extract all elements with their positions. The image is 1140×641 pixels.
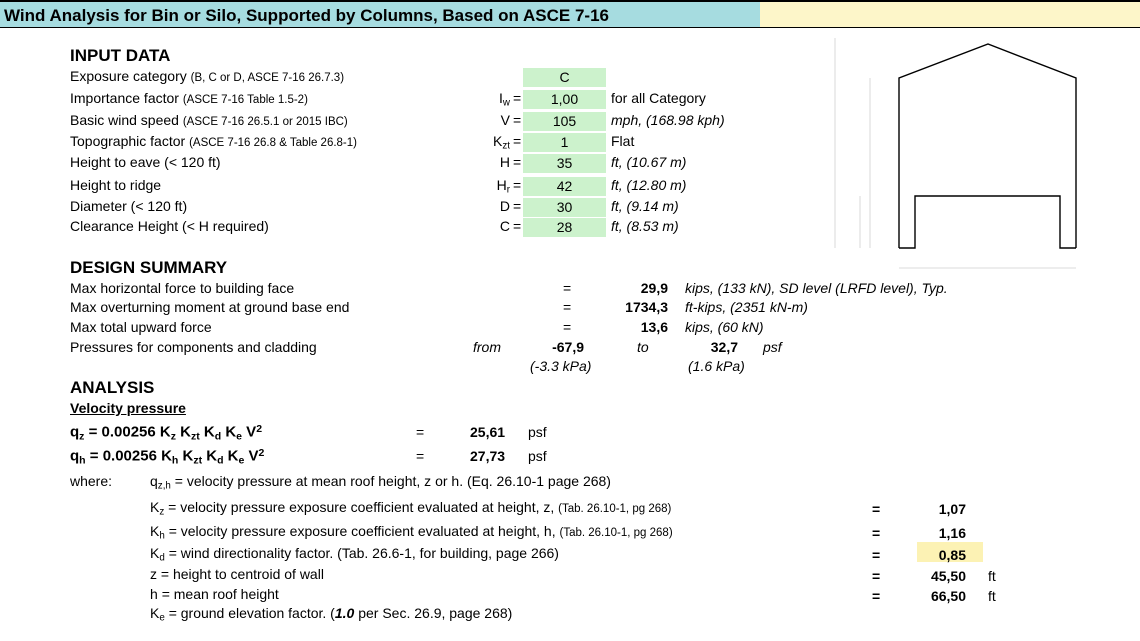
input-label [70, 133, 357, 149]
input-unit: ft, (10.67 m) [611, 154, 687, 170]
qz-equals: = [416, 424, 425, 440]
qh-formula: $q_h = 0.00256$ $K_h$ $K_{zt}$ $K_d$ $K_e$ $V^2$ [70, 447, 265, 467]
input-value-cell[interactable]: 30 [523, 198, 606, 217]
pressures-max-kpa: (1.6 kPa) [688, 358, 745, 374]
pressures-label: Pressures for components and cladding [70, 339, 317, 355]
design-value: 13,6 [640, 319, 668, 335]
input-symbol [470, 112, 510, 128]
pressures-unit: psf [763, 339, 782, 355]
input-label [70, 177, 161, 193]
design-summary-heading: DESIGN SUMMARY [70, 258, 228, 277]
design-value: 29,9 [640, 280, 668, 296]
design-unit: kips, (60 kN) [685, 319, 764, 335]
input-unit: Flat [611, 133, 635, 149]
input-label-text: Height to eave (< 120 ft) [70, 154, 221, 170]
input-value-cell[interactable]: 35 [523, 154, 606, 173]
input-symbol-sub: zt [502, 140, 510, 152]
input-label-note: (ASCE 7-16 26.5.1 or 2015 IBC) [182, 116, 348, 128]
input-label-text: Exposure category [70, 68, 187, 84]
input-value-cell[interactable]: 1,00 [523, 90, 606, 109]
design-label: Max overturning moment at ground base end [70, 299, 350, 315]
definition-value: 0,85 [938, 547, 966, 563]
definition-equals: = [872, 588, 881, 604]
input-symbol [470, 154, 510, 170]
title-bar [0, 0, 1140, 28]
input-symbol [470, 90, 510, 108]
design-label: Max horizontal force to building face [70, 280, 295, 296]
input-symbol-main: D [499, 198, 510, 214]
where-label: where: [70, 473, 113, 489]
qz-value: 25,61 [470, 424, 506, 440]
definition-symbol-sub: d [159, 552, 165, 564]
definition-text [150, 545, 559, 563]
definition-ref: (Tab. 26.10-1, pg 268) [558, 503, 672, 515]
input-symbol-main: V [500, 112, 510, 128]
definition-symbol: q [150, 473, 158, 489]
input-symbol-main: K [493, 133, 503, 149]
design-label: Max total upward force [70, 319, 212, 335]
definition-symbol-sub: z,h [157, 480, 171, 492]
pressures-min: -67,9 [552, 339, 584, 355]
pressures-min-kpa: (-3.3 kPa) [530, 358, 592, 374]
design-equals: = [563, 319, 572, 335]
input-unit: ft, (8.53 m) [611, 218, 679, 234]
definition-equals: = [872, 501, 881, 517]
title-band-fill [760, 0, 1140, 28]
input-symbol [470, 177, 510, 195]
qz-formula: $q_z = 0.00256$ $K_z$ $K_{zt}$ $K_d$ $K_e$ $V^2$ [70, 423, 263, 443]
definition-symbol: K [150, 523, 160, 539]
input-label-text: Clearance Height (< H required) [70, 218, 269, 234]
definition-value: 1,16 [938, 525, 966, 541]
definition-desc: = height to centroid of wall [160, 566, 324, 582]
qh-equals: = [416, 448, 425, 464]
input-value-cell[interactable]: 105 [523, 112, 606, 131]
input-equals: = [513, 90, 522, 106]
definition-text [150, 523, 673, 541]
analysis-heading: ANALYSIS [70, 378, 155, 397]
page-title: Wind Analysis for Bin or Silo, Supported by Columns, Based on ASCE 7-16 [4, 6, 609, 25]
input-equals: = [513, 177, 522, 193]
input-label [70, 68, 344, 84]
silo-outline [899, 44, 1076, 248]
input-unit: ft, (9.14 m) [611, 198, 679, 214]
definition-symbol: z [150, 566, 157, 582]
definition-text [150, 473, 611, 491]
design-equals: = [563, 280, 572, 296]
dimension-lines [835, 38, 1076, 268]
qz-unit: psf [528, 424, 547, 440]
input-label-note: (B, C or D, ASCE 7-16 26.7.3) [190, 72, 345, 84]
input-equals: = [513, 198, 522, 214]
design-value: 1734,3 [625, 299, 668, 315]
input-symbol-main: C [499, 218, 510, 234]
input-symbol-sub: w [502, 97, 510, 109]
input-unit: mph, (168.98 kph) [611, 112, 725, 128]
definition-value: 1,07 [938, 501, 966, 517]
definition-equals: = [872, 547, 881, 563]
input-unit: for all Category [611, 90, 706, 106]
input-label-note: (ASCE 7-16 Table 1.5-2) [182, 94, 308, 106]
definition-symbol: K [150, 545, 160, 561]
design-unit: ft-kips, (2351 kN-m) [685, 299, 808, 315]
pressures-to: to [637, 339, 649, 355]
definition-symbol-sub: z [159, 506, 165, 518]
input-data-heading: INPUT DATA [70, 46, 171, 65]
definition-value: 66,50 [930, 588, 966, 604]
definition-desc: = velocity pressure exposure coefficient evaluated at height, h, [168, 523, 556, 539]
design-unit: kips, (133 kN), SD level (LRFD level), Typ. [685, 280, 948, 296]
input-label [70, 112, 348, 128]
input-label-note: (ASCE 7-16 26.8 & Table 26.8-1) [189, 137, 357, 149]
input-symbol-main: H [496, 177, 507, 193]
definition-symbol-sub: h [159, 530, 165, 542]
definition-text [150, 566, 324, 582]
design-equals: = [563, 299, 572, 315]
definition-text [150, 586, 279, 602]
definition-desc: = velocity pressure at mean roof height, z or h. (Eq. 26.10-1 page 268) [174, 473, 611, 489]
pressures-max: 32,7 [710, 339, 738, 355]
input-unit: ft, (12.80 m) [611, 177, 687, 193]
input-symbol [470, 218, 510, 234]
input-value-cell[interactable]: 28 [523, 218, 606, 237]
input-equals: = [513, 133, 522, 149]
definition-desc: = wind directionality factor. (Tab. 26.6-1, for building, page 266) [168, 545, 559, 561]
velocity-pressure-subheading: Velocity pressure [70, 400, 186, 416]
input-label-text: Importance factor [70, 90, 179, 106]
input-label-text: Diameter (< 120 ft) [70, 198, 188, 214]
silo-support-opening [899, 196, 1076, 248]
input-symbol-main: I [499, 90, 503, 106]
definition-ref: (Tab. 26.10-1, pg 268) [559, 527, 673, 539]
input-equals: = [513, 154, 522, 170]
definition-equals: = [872, 525, 881, 541]
definition-value: 45,50 [930, 568, 966, 584]
input-symbol [470, 133, 510, 151]
input-symbol-sub: r [506, 184, 510, 196]
input-value-cell[interactable]: 42 [523, 177, 606, 196]
definition-desc: = mean roof height [161, 586, 279, 602]
qh-unit: psf [528, 448, 547, 464]
pressures-from: from [473, 339, 501, 355]
definition-symbol: K [150, 499, 160, 515]
input-equals: = [513, 218, 522, 234]
input-value-cell[interactable]: 1 [523, 133, 606, 152]
input-label-text: Topographic factor [70, 133, 186, 149]
definition-equals: = [872, 568, 881, 584]
definition-desc: = velocity pressure exposure coefficient evaluated at height, z, [168, 499, 555, 515]
input-label-text: Basic wind speed [70, 112, 179, 128]
input-symbol [470, 198, 510, 214]
input-label [70, 154, 221, 170]
definition-unit: ft [988, 568, 996, 584]
definition-symbol: h [150, 586, 158, 602]
input-label [70, 90, 308, 106]
input-label [70, 198, 187, 214]
qh-value: 27,73 [470, 448, 506, 464]
input-symbol-main: H [499, 154, 510, 170]
input-value-cell[interactable]: C [523, 68, 606, 87]
input-label-text: Height to ridge [70, 177, 162, 193]
title-band [0, 0, 760, 28]
input-equals: = [513, 112, 522, 128]
definition-unit: ft [988, 588, 996, 604]
silo-diagram [820, 30, 1090, 275]
ke-definition: $K_e$ = ground elevation factor. (1.0 per Sec. 26.9, page 268) [150, 605, 513, 624]
definition-text [150, 499, 671, 517]
input-label [70, 218, 269, 234]
